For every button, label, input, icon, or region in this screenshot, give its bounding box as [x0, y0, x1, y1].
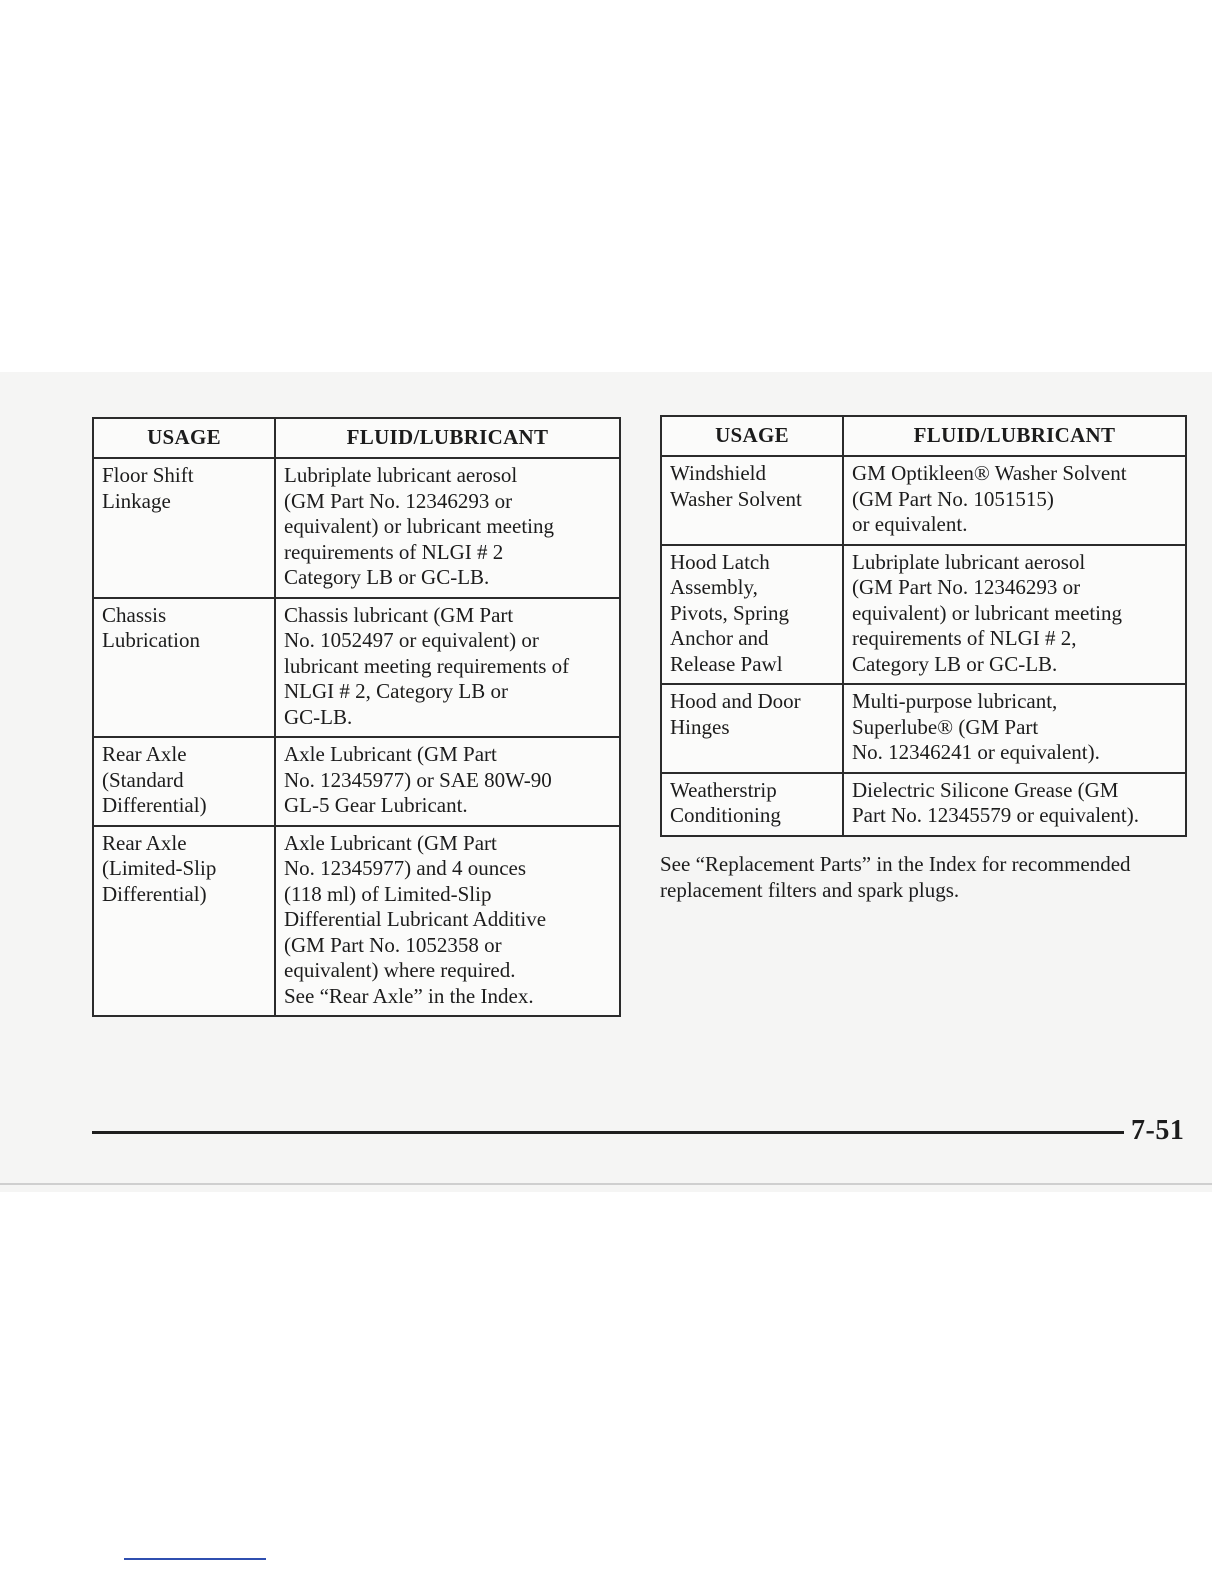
usage-cell: Rear Axle (Standard Differential)	[93, 737, 275, 826]
usage-cell: Floor Shift Linkage	[93, 458, 275, 598]
usage-cell: Hood Latch Assembly, Pivots, Spring Anchor and Release Pawl	[661, 545, 843, 685]
fluid-cell: Dielectric Silicone Grease (GM Part No. 12345579 or equivalent).	[843, 773, 1186, 836]
bottom-corner-line	[124, 1558, 266, 1560]
fluid-cell: Lubriplate lubricant aerosol (GM Part No. 12346293 or equivalent) or lubricant meeting requirements of NLGI # 2, Category LB or GC-LB.	[843, 545, 1186, 685]
right-lubricant-table	[660, 415, 1187, 837]
page-number: 7-51	[1131, 1115, 1185, 1146]
usage-cell: Rear Axle (Limited-Slip Differential)	[93, 826, 275, 1017]
fluid-cell: Axle Lubricant (GM Part No. 12345977) and 4 ounces (118 ml) of Limited-Slip Differential Lubricant Additive (GM Part No. 1052358 or equivalent) where required. See “Rear Axle” in the Index.	[275, 826, 620, 1017]
table-row	[93, 458, 620, 598]
table-row	[661, 773, 1186, 836]
fluid-cell: GM Optikleen® Washer Solvent (GM Part No. 1051515) or equivalent.	[843, 456, 1186, 545]
table-row	[93, 737, 620, 826]
table-header-row	[661, 416, 1186, 456]
table-row	[93, 598, 620, 738]
fluid-cell: Axle Lubricant (GM Part No. 12345977) or SAE 80W-90 GL-5 Gear Lubricant.	[275, 737, 620, 826]
scan-edge-line	[0, 1183, 1212, 1185]
fluid-cell: Lubriplate lubricant aerosol (GM Part No. 12346293 or equivalent) or lubricant meeting requirements of NLGI # 2 Category LB or GC-LB.	[275, 458, 620, 598]
fluid-cell: Chassis lubricant (GM Part No. 1052497 or equivalent) or lubricant meeting requirements of NLGI # 2, Category LB or GC-LB.	[275, 598, 620, 738]
left-lubricant-table	[92, 417, 621, 1017]
usage-cell: Windshield Washer Solvent	[661, 456, 843, 545]
fluid-column-header: FLUID/LUBRICANT	[843, 416, 1186, 456]
table-row	[661, 456, 1186, 545]
footer-rule	[92, 1131, 1124, 1134]
replacement-parts-note: See “Replacement Parts” in the Index for recommended replacement filters and spark plugs.	[660, 852, 1131, 902]
table-header-row	[93, 418, 620, 458]
table-row	[93, 826, 620, 1017]
usage-column-header: USAGE	[93, 418, 275, 458]
table-row	[661, 545, 1186, 685]
usage-cell: Hood and Door Hinges	[661, 684, 843, 773]
usage-column-header: USAGE	[661, 416, 843, 456]
fluid-column-header: FLUID/LUBRICANT	[275, 418, 620, 458]
fluid-cell: Multi-purpose lubricant, Superlube® (GM Part No. 12346241 or equivalent).	[843, 684, 1186, 773]
usage-cell: Chassis Lubrication	[93, 598, 275, 738]
table-row	[661, 684, 1186, 773]
usage-cell: Weatherstrip Conditioning	[661, 773, 843, 836]
